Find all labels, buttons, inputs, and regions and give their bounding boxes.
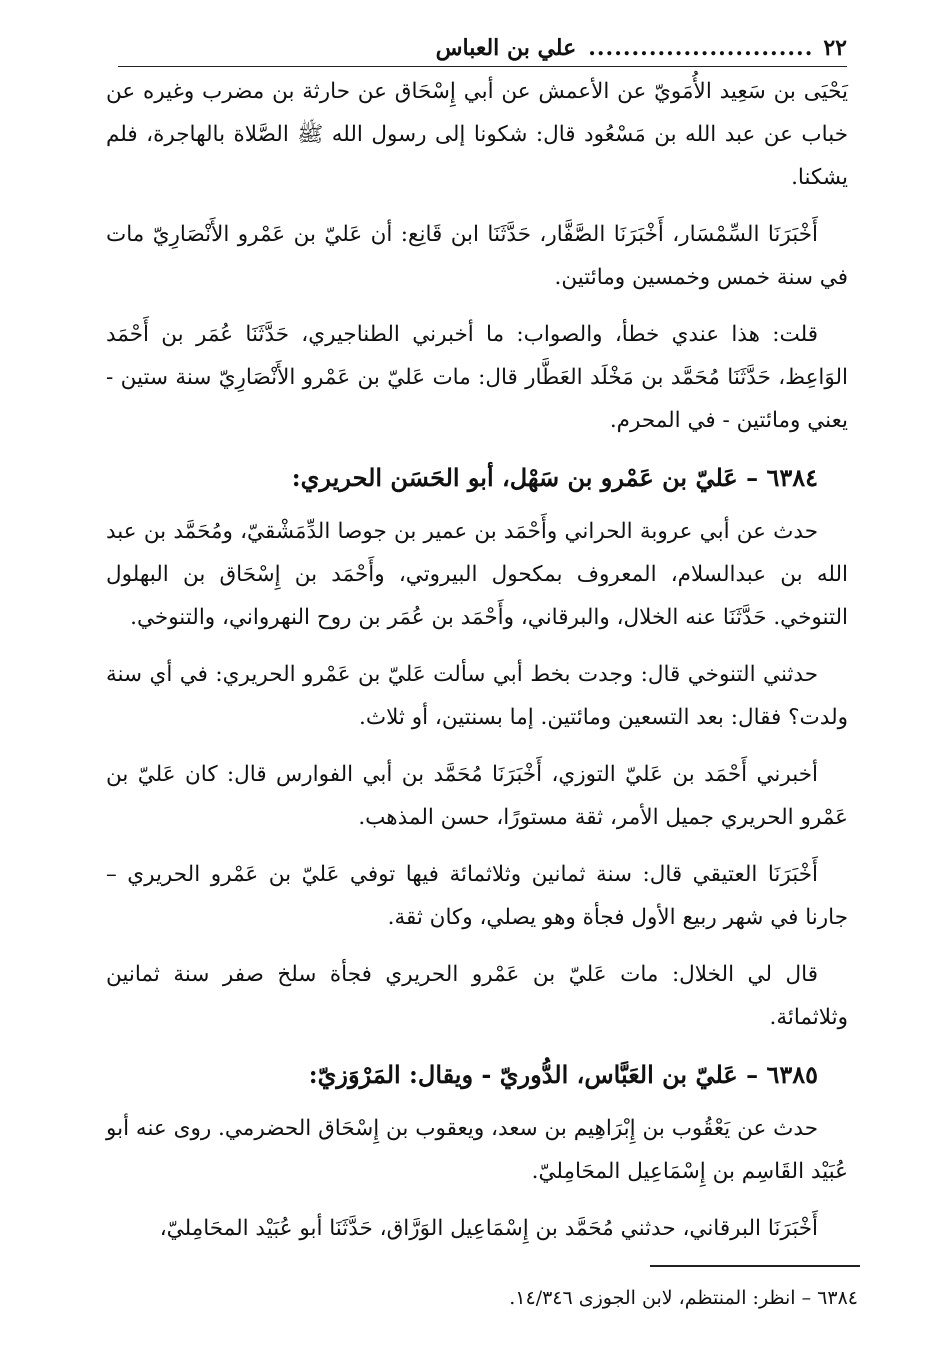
paragraph: أَخْبَرَنَا البرقاني، حدثني مُحَمَّد بن إِسْمَاعِيل الوَرَّاق، حَدَّثَنَا أبو عُبَيْد المحَامِليّ،	[159, 1216, 818, 1241]
paragraph: يَحْيَى بن سَعِيد الأُمَويّ عن الأعمش عن أبي إِسْحَاق عن حارثة بن مضرب وغيره عن خباب عن عبد الله بن مَسْعُود قال: شكونا إلى رسول الله ﷺ الصَّلاة بالهاجرة، فلم يشكنا.	[106, 79, 848, 190]
entry-heading-6384: ٦٣٨٤ – عَليّ بن عَمْرو بن سَهْل، أبو الحَسَن الحريري:	[291, 463, 818, 492]
main-text	[106, 70, 848, 1264]
paragraph: قلت: هذا عندي خطأ، والصواب: ما أخبرني الطناجيري، حَدَّثَنَا عُمَر بن أَحْمَد الوَاعِظ، حَدَّثَنَا مُحَمَّد بن مَخْلَد العَطَّار قال: مات عَليّ بن عَمْرو الأَنْصَارِيّ سنة ستين - يعني ومائتين - في المحرم.	[106, 322, 848, 433]
entry-heading-6385: ٦٣٨٥ – عَليّ بن العَبَّاس، الدُّوريّ - ويقال: المَرْوَزيّ:	[308, 1060, 818, 1089]
running-header	[118, 30, 847, 67]
page-number: ٢٢	[823, 35, 847, 61]
paragraph: أَخْبَرَنَا السِّمْسَار، أَخْبَرَنَا الصَّفَّار، حَدَّثَنَا ابن قَانِع: أن عَليّ بن عَمْرو الأَنْصَارِيّ مات في سنة خمس وخمسين ومائتين.	[106, 222, 848, 290]
paragraph: أخبرني أَحْمَد بن عَليّ التوزي، أَخْبَرَنَا مُحَمَّد بن أبي الفوارس قال: كان عَليّ بن عَمْرو الحريري جميل الأمر، ثقة مستورًا، حسن المذهب.	[106, 762, 848, 830]
paragraph: حدثني التنوخي قال: وجدت بخط أبي سألت عَليّ بن عَمْرو الحريري: في أي سنة ولدت؟ فقال: بعد التسعين ومائتين. إما بسنتين، أو ثلاث.	[106, 662, 848, 730]
paragraph: قال لي الخلال: مات عَليّ بن عَمْرو الحريري فجأة سلخ صفر سنة ثمانين وثلاثمائة.	[106, 962, 848, 1030]
header-title: علي بن العباس	[435, 35, 577, 61]
header-leader-dots: ..........................	[588, 35, 814, 61]
footnote-divider	[650, 1265, 860, 1267]
paragraph: حدث عن أبي عروبة الحراني وأَحْمَد بن عمير بن جوصا الدِّمَشْقيّ، ومُحَمَّد بن عبد الله بن عبدالسلام، المعروف بمكحول البيروتي، وأَحْمَد بن إِسْحَاق بن البهلول التنوخي. حَدَّثَنَا عنه الخلال، والبرقاني، وأَحْمَد بن عُمَر بن روح النهرواني، والتنوخي.	[106, 519, 849, 630]
footnote: ٦٣٨٤ – انظر: المنتظم، لابن الجوزى ١٤/٣٤٦.	[509, 1287, 858, 1309]
paragraph: حدث عن يَعْقُوب بن إِبْرَاهِيم بن سعد، ويعقوب بن إِسْحَاق الحضرمي. روى عنه أبو عُبَيْد القَاسِم بن إِسْمَاعِيل المحَامِليّ.	[106, 1116, 848, 1184]
paragraph: أَخْبَرَنَا العتيقي قال: سنة ثمانين وثلاثمائة فيها توفي عَليّ بن عَمْرو الحريري – جارنا في شهر ربيع الأول فجأة وهو يصلي، وكان ثقة.	[106, 862, 848, 930]
